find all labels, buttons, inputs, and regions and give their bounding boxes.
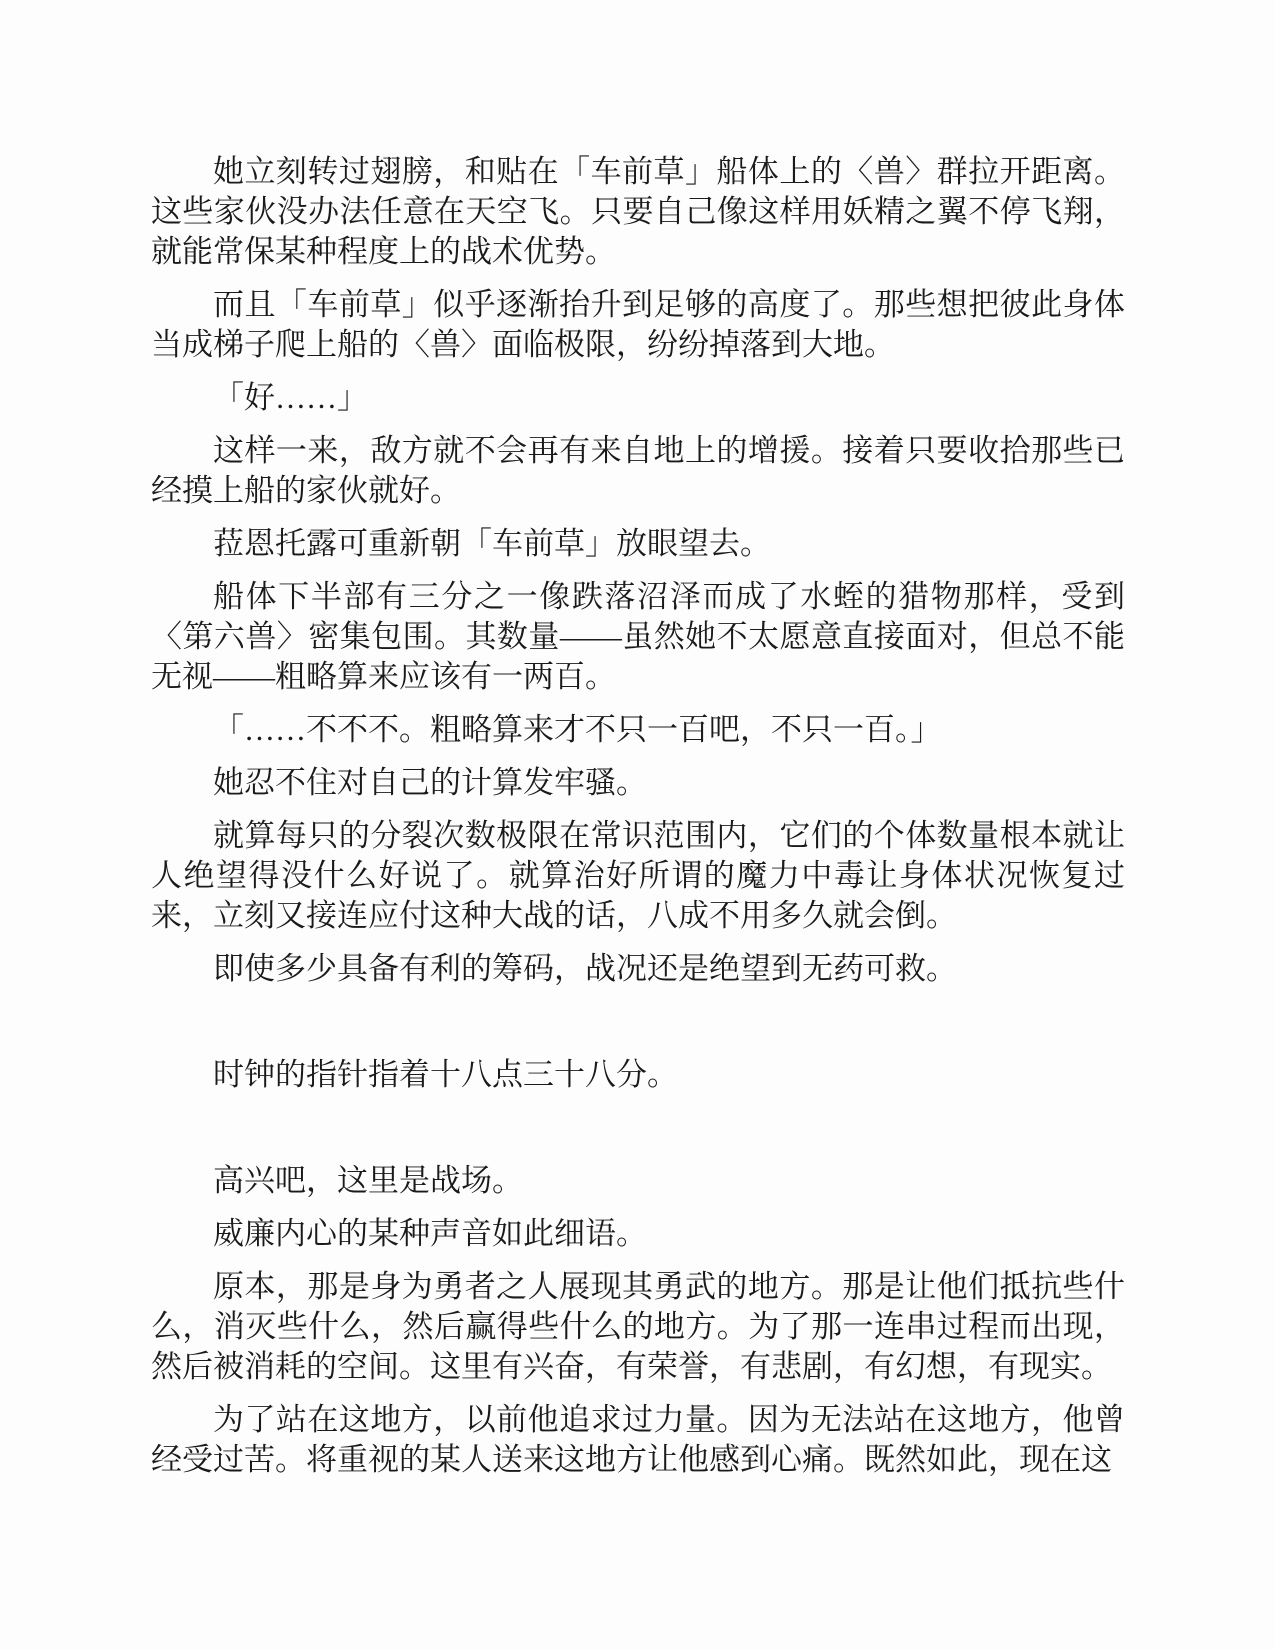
scene-break-blank-line <box>151 1108 1125 1148</box>
paragraph: 菈恩托露可重新朝「车前草」放眼望去。 <box>213 526 771 561</box>
dialogue-paragraph: 「……不不不。粗略算来才不只一百吧，不只一百。」 <box>213 712 942 747</box>
paragraph: 船体下半部有三分之一像跌落沼泽而成了水蛭的猎物那样，受到〈第六兽〉密集包围。其数量——虽然她不太愿意直接面对，但总不能无视——粗略算来应该有一两百。 <box>151 579 1125 694</box>
dialogue-paragraph: 「好……」 <box>213 380 368 415</box>
paragraph: 原本，那是身为勇者之人展现其勇武的地方。那是让他们抵抗些什么，消灭些什么，然后赢得些什么的地方。为了那一连串过程而出现，然后被消耗的空间。这里有兴奋，有荣誉，有悲剧，有幻想，有现实。 <box>151 1269 1125 1384</box>
paragraph: 就算每只的分裂次数极限在常识范围内，它们的个体数量根本就让人绝望得没什么好说了。就算治好所谓的魔力中毒让身体状况恢复过来，立刻又接连应付这种大战的话，八成不用多久就会倒。 <box>151 818 1125 933</box>
paragraph: 她忍不住对自己的计算发牢骚。 <box>213 765 647 800</box>
paragraph: 时钟的指针指着十八点三十八分。 <box>213 1057 678 1092</box>
paragraph: 她立刻转过翅膀，和贴在「车前草」船体上的〈兽〉群拉开距离。这些家伙没办法任意在天空飞。只要自己像这样用妖精之翼不停飞翔，就能常保某种程度上的战术优势。 <box>151 154 1125 269</box>
paragraph: 为了站在这地方，以前他追求过力量。因为无法站在这地方，他曾经受过苦。将重视的某人送来这地方让他感到心痛。既然如此，现在这 <box>151 1402 1125 1477</box>
paragraph: 威廉内心的某种声音如此细语。 <box>213 1216 647 1251</box>
paragraph: 而且「车前草」似乎逐渐抬升到足够的高度了。那些想把彼此身体当成梯子爬上船的〈兽〉面临极限，纷纷掉落到大地。 <box>151 287 1125 362</box>
scene-break-blank-line <box>151 1002 1125 1042</box>
text-block <box>151 152 1125 1493</box>
paragraph: 这样一来，敌方就不会再有来自地上的增援。接着只要收拾那些已经摸上船的家伙就好。 <box>151 433 1125 508</box>
paragraph: 即使多少具备有利的筹码，战况还是绝望到无药可救。 <box>213 951 957 986</box>
paragraph: 高兴吧，这里是战场。 <box>213 1163 523 1198</box>
